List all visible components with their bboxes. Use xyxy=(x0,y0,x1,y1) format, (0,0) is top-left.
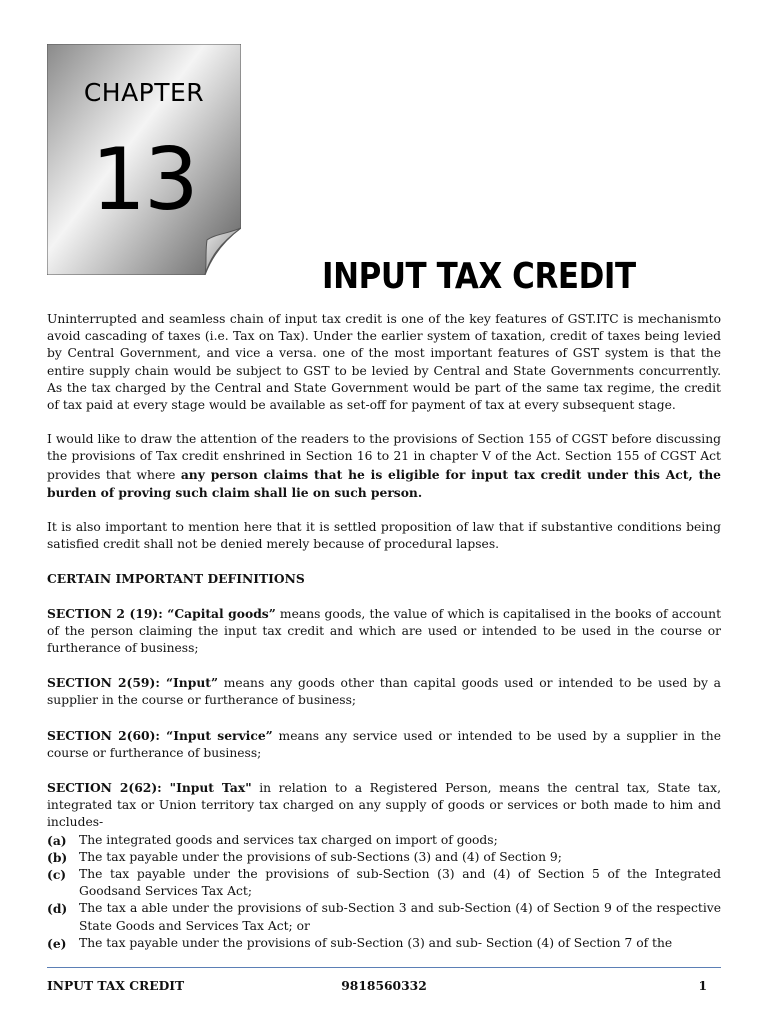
footer-divider xyxy=(47,967,721,968)
footer-phone: 9818560332 xyxy=(341,978,427,993)
chapter-label: CHAPTER xyxy=(83,78,205,107)
list-item xyxy=(47,832,721,849)
definition-term: “Input” xyxy=(165,675,219,691)
list-item xyxy=(47,935,721,952)
section-155-paragraph xyxy=(47,431,721,502)
list-item-letter: (a) xyxy=(47,832,67,848)
definition-term: “Capital goods” xyxy=(167,605,276,621)
definitions-heading: CERTAIN IMPORTANT DEFINITIONS xyxy=(47,571,305,587)
intro-paragraph: Uninterrupted and seamless chain of input tax credit is one of the key features of GST.ITC is mechanismto avoid cascading of taxes (i.e. Tax on Tax). Under the earlier system of taxation, credit of taxes being levied by Central Government, and vice a versa. one of the most important features of GST system is that the entire supply chain would be subject to GST to be levied by Central and State Governments concurrently. As the tax charged by the Central and State Government would be part of the same tax regime, the credit of tax paid at every stage would be available as set-off for payment of tax at every subsequent stage. xyxy=(47,312,721,413)
list-item-letter: (d) xyxy=(47,901,68,917)
page-footer xyxy=(47,978,721,996)
definition-input: SECTION 2(59): “Input” means any goods other than capital goods used or intended to be used by a supplier in the course or furtherance of business; xyxy=(47,675,721,708)
definition-section: SECTION 2(60) xyxy=(47,727,156,743)
footer-title: INPUT TAX CREDIT xyxy=(47,978,185,993)
list-item xyxy=(47,849,721,866)
definition-text: means any goods other than capital goods used or intended to be used by a supplier in the course or furtherance of business; xyxy=(47,676,721,708)
settled-law-paragraph: It is also important to mention here that it is settled proposition of law that if substantive conditions being satisfied credit shall not be denied merely because of procedural lapses. xyxy=(47,520,721,552)
list-item-letter: (c) xyxy=(47,867,67,883)
list-item-text: The tax payable under the provisions of sub-Section (3) and sub- Section (4) of Section 7 of the xyxy=(79,935,673,950)
definition-input-service: SECTION 2(60): “Input service” means any service used or intended to be used by a supplier in the course or furtherance of business; xyxy=(47,727,721,760)
chapter-badge xyxy=(47,44,241,275)
definition-section: SECTION 2(59) xyxy=(47,675,156,691)
definition-text: means goods, the value of which is capitalised in the books of account of the person claiming the input tax credit and which are used or intended to be used in the course or furtherance of business; xyxy=(47,606,722,656)
definition-input-tax: SECTION 2(62): "Input Tax" in relation to a Registered Person, means the central tax, State tax, integrated tax or Union territory tax charged on any supply of goods or services or both made to him and includes- xyxy=(47,780,721,830)
document-body xyxy=(47,311,721,952)
page-number: 1 xyxy=(698,978,707,993)
section-155-emphasis: any person claims that he is eligible for input tax credit under this Act, the burden of proving such claim shall lie on such person. xyxy=(47,466,722,500)
section-155-text: I would like to draw the attention of the readers to the provisions of Section 155 of CGST before discussing the provisions of Tax credit enshrined in Section 16 to 21 in chapter V of the Act. Section 155 of CGST Act provides that where xyxy=(47,432,721,482)
list-item-text: The tax a able under the provisions of sub-Section 3 and sub-Section (4) of Section 9 of the respective State Goods and Services Tax Act; or xyxy=(79,901,721,933)
list-item xyxy=(47,900,721,934)
page-title: INPUT TAX CREDIT xyxy=(322,256,636,297)
definition-term: “Input service” xyxy=(166,727,273,743)
list-item-letter: (e) xyxy=(47,935,67,951)
input-tax-list xyxy=(47,832,721,952)
list-item xyxy=(47,866,721,900)
chapter-number: 13 xyxy=(91,130,197,230)
definition-text: means any service used or intended to be used by a supplier in the course or furtherance of business; xyxy=(47,728,721,760)
definition-section: SECTION 2(62) xyxy=(47,780,158,796)
list-item-letter: (b) xyxy=(47,849,68,865)
definition-section: SECTION 2 (19) xyxy=(47,605,159,621)
definition-term: "Input Tax" xyxy=(169,780,252,796)
list-item-text: The tax payable under the provisions of sub-Sections (3) and (4) of Section 9; xyxy=(79,849,562,864)
list-item-text: The tax payable under the provisions of sub-Section (3) and (4) of Section 5 of the Integrated Goodsand Services Tax Act; xyxy=(79,867,721,899)
definition-capital-goods: SECTION 2 (19): “Capital goods” means goods, the value of which is capitalised in the books of account of the person claiming the input tax credit and which are used or intended to be used in the course or furtherance of business; xyxy=(47,605,722,656)
list-item-text: The integrated goods and services tax charged on import of goods; xyxy=(79,832,498,847)
definition-text: in relation to a Registered Person, means the central tax, State tax, integrated tax or Union territory tax charged on any supply of goods or services or both made to him and includes- xyxy=(47,781,721,830)
